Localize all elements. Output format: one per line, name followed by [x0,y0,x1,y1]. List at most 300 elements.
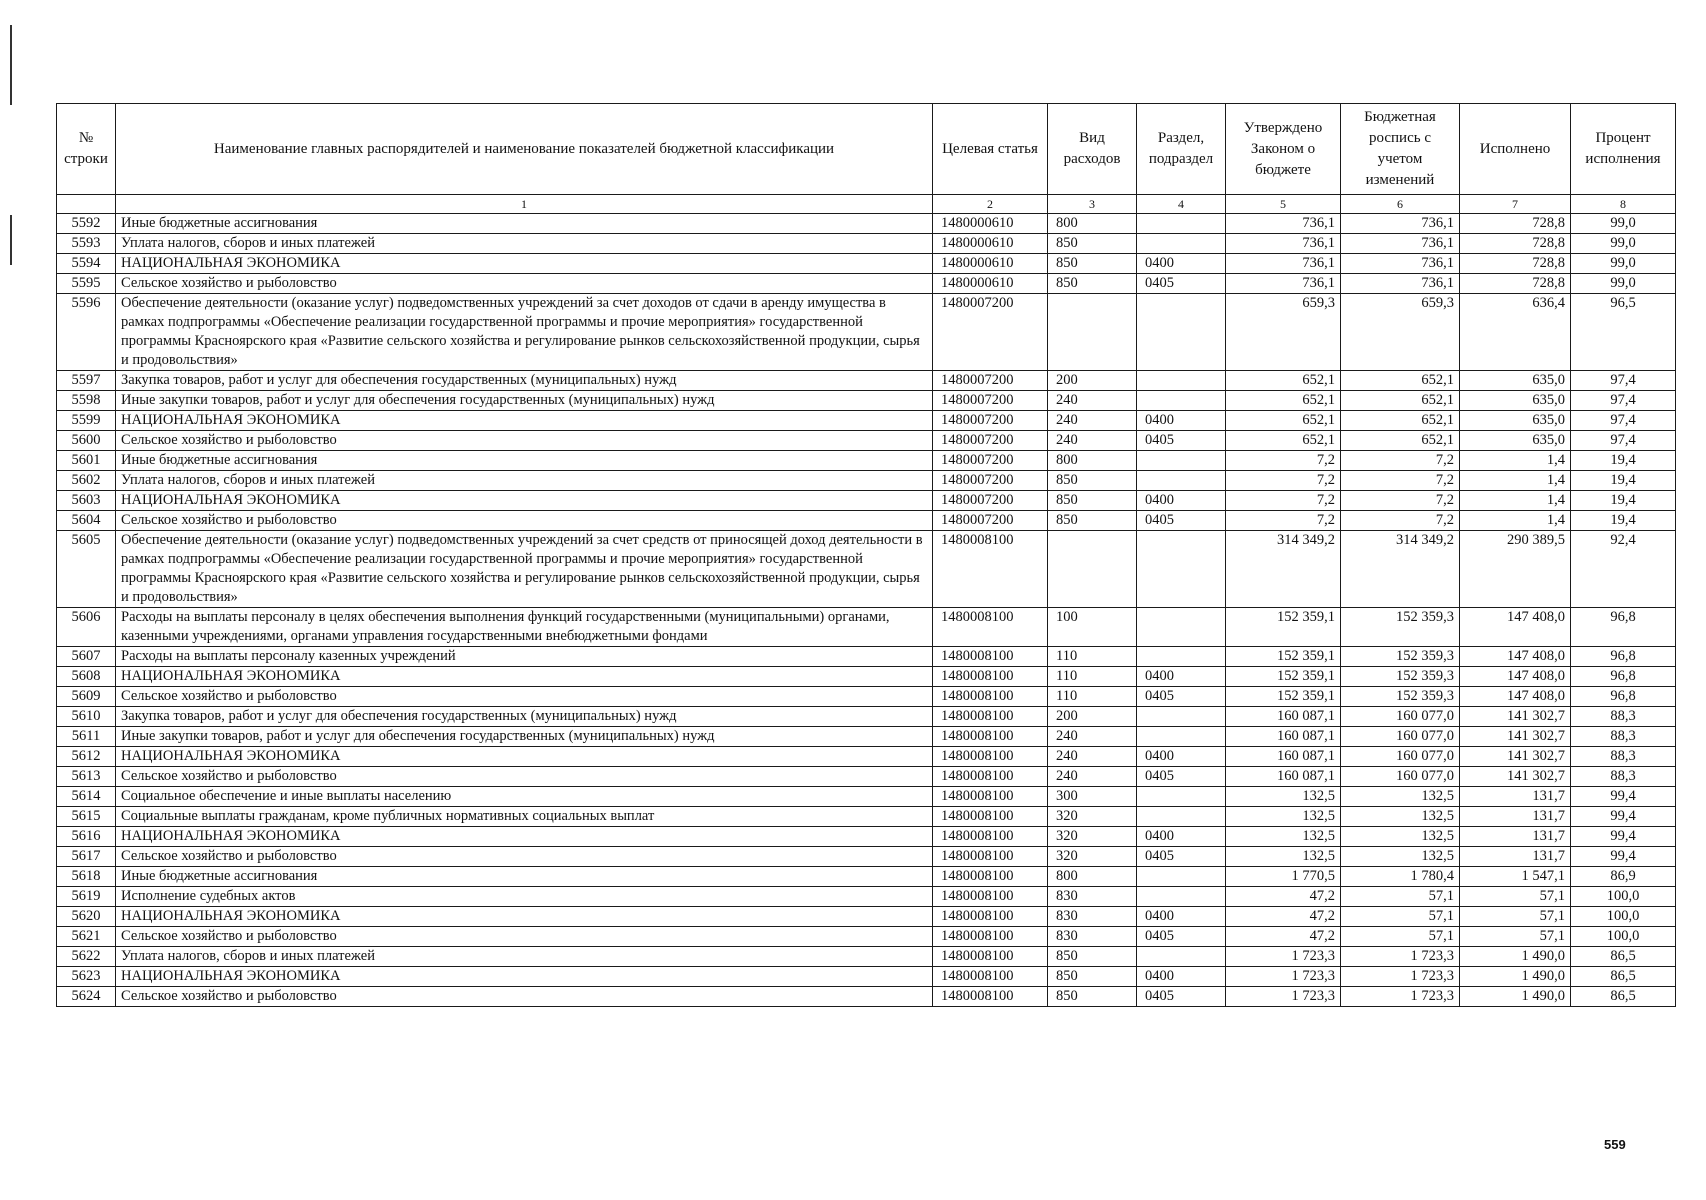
executed-cell: 728,8 [1460,214,1571,234]
percent-cell: 19,4 [1571,511,1676,531]
row-number-cell: 5620 [57,907,116,927]
budget-schedule-cell: 132,5 [1341,787,1460,807]
column-number: 6 [1341,195,1460,214]
section-cell: 0400 [1137,967,1226,987]
budget-schedule-cell: 736,1 [1341,274,1460,294]
row-number-cell: 5610 [57,707,116,727]
table-row [57,947,1676,967]
row-name-cell: Сельское хозяйство и рыболовство [116,511,933,531]
budget-schedule-cell: 152 359,3 [1341,647,1460,667]
expense-type-cell: 100 [1048,608,1137,647]
expense-type-cell [1048,294,1137,371]
percent-cell: 100,0 [1571,887,1676,907]
approved-cell: 736,1 [1226,234,1341,254]
row-name-cell: Сельское хозяйство и рыболовство [116,847,933,867]
table-row [57,391,1676,411]
target-article-cell: 1480008100 [933,987,1048,1007]
section-cell [1137,707,1226,727]
row-number-cell: 5596 [57,294,116,371]
executed-cell: 131,7 [1460,847,1571,867]
expense-type-cell: 320 [1048,807,1137,827]
expense-type-cell [1048,531,1137,608]
budget-schedule-cell: 1 780,4 [1341,867,1460,887]
row-name-cell: Сельское хозяйство и рыболовство [116,927,933,947]
row-name-cell: Уплата налогов, сборов и иных платежей [116,471,933,491]
section-cell [1137,451,1226,471]
budget-schedule-cell: 132,5 [1341,807,1460,827]
approved-cell: 132,5 [1226,787,1341,807]
executed-cell: 141 302,7 [1460,707,1571,727]
target-article-cell: 1480008100 [933,927,1048,947]
row-name-cell: НАЦИОНАЛЬНАЯ ЭКОНОМИКА [116,967,933,987]
row-name-cell: НАЦИОНАЛЬНАЯ ЭКОНОМИКА [116,667,933,687]
expense-type-cell: 850 [1048,234,1137,254]
target-article-cell: 1480008100 [933,867,1048,887]
table-row [57,847,1676,867]
budget-schedule-cell: 736,1 [1341,234,1460,254]
row-number-cell: 5622 [57,947,116,967]
executed-cell: 147 408,0 [1460,687,1571,707]
row-number-cell: 5621 [57,927,116,947]
table-row [57,727,1676,747]
executed-cell: 636,4 [1460,294,1571,371]
column-number: 1 [116,195,933,214]
executed-cell: 1 490,0 [1460,987,1571,1007]
expense-type-cell: 320 [1048,827,1137,847]
header-budget-schedule: Бюджетная роспись с учетом изменений [1341,104,1460,195]
row-number-cell: 5624 [57,987,116,1007]
executed-cell: 141 302,7 [1460,767,1571,787]
expense-type-cell: 850 [1048,947,1137,967]
table-row [57,511,1676,531]
target-article-cell: 1480007200 [933,391,1048,411]
target-article-cell: 1480007200 [933,431,1048,451]
table-row [57,471,1676,491]
executed-cell: 1,4 [1460,491,1571,511]
table-row [57,274,1676,294]
section-cell [1137,867,1226,887]
row-number-cell: 5597 [57,371,116,391]
row-number-cell: 5608 [57,667,116,687]
section-cell: 0400 [1137,254,1226,274]
budget-schedule-cell: 1 723,3 [1341,947,1460,967]
table-row [57,214,1676,234]
row-number-cell: 5612 [57,747,116,767]
budget-schedule-cell: 652,1 [1341,431,1460,451]
scan-margin-mark [10,215,12,265]
table-row [57,451,1676,471]
budget-schedule-cell: 736,1 [1341,214,1460,234]
scan-margin-mark [10,25,12,105]
approved-cell: 1 723,3 [1226,987,1341,1007]
row-name-cell: Сельское хозяйство и рыболовство [116,987,933,1007]
expense-type-cell: 830 [1048,887,1137,907]
header-executed: Исполнено [1460,104,1571,195]
executed-cell: 1,4 [1460,471,1571,491]
target-article-cell: 1480008100 [933,807,1048,827]
row-number-cell: 5601 [57,451,116,471]
section-cell [1137,608,1226,647]
budget-schedule-cell: 7,2 [1341,491,1460,511]
row-number-cell: 5618 [57,867,116,887]
budget-schedule-cell: 160 077,0 [1341,767,1460,787]
header-target-article: Целевая статья [933,104,1048,195]
budget-schedule-cell: 736,1 [1341,254,1460,274]
expense-type-cell: 850 [1048,967,1137,987]
executed-cell: 1 490,0 [1460,947,1571,967]
executed-cell: 1 547,1 [1460,867,1571,887]
row-name-cell: Расходы на выплаты персоналу в целях обеспечения выполнения функций государственными (муниципальными) органами, казенными учреждениями, органами управления государственными внебюджетными фондами [116,608,933,647]
column-number: 7 [1460,195,1571,214]
executed-cell: 147 408,0 [1460,608,1571,647]
row-name-cell: НАЦИОНАЛЬНАЯ ЭКОНОМИКА [116,827,933,847]
approved-cell: 47,2 [1226,887,1341,907]
row-number-cell: 5619 [57,887,116,907]
row-number-cell: 5606 [57,608,116,647]
percent-cell: 19,4 [1571,471,1676,491]
executed-cell: 635,0 [1460,411,1571,431]
row-name-cell: НАЦИОНАЛЬНАЯ ЭКОНОМИКА [116,907,933,927]
executed-cell: 131,7 [1460,827,1571,847]
expense-type-cell: 800 [1048,867,1137,887]
percent-cell: 88,3 [1571,727,1676,747]
row-name-cell: Сельское хозяйство и рыболовство [116,431,933,451]
expense-type-cell: 850 [1048,274,1137,294]
section-cell: 0405 [1137,927,1226,947]
row-number-cell: 5614 [57,787,116,807]
approved-cell: 152 359,1 [1226,647,1341,667]
approved-cell: 652,1 [1226,431,1341,451]
budget-schedule-cell: 160 077,0 [1341,727,1460,747]
row-number-cell: 5592 [57,214,116,234]
expense-type-cell: 850 [1048,511,1137,531]
percent-cell: 99,0 [1571,234,1676,254]
executed-cell: 290 389,5 [1460,531,1571,608]
section-cell [1137,647,1226,667]
executed-cell: 728,8 [1460,234,1571,254]
row-name-cell: Расходы на выплаты персоналу казенных учреждений [116,647,933,667]
budget-schedule-cell: 652,1 [1341,411,1460,431]
approved-cell: 7,2 [1226,471,1341,491]
section-cell [1137,391,1226,411]
expense-type-cell: 240 [1048,747,1137,767]
percent-cell: 96,8 [1571,608,1676,647]
budget-schedule-cell: 659,3 [1341,294,1460,371]
approved-cell: 7,2 [1226,451,1341,471]
target-article-cell: 1480008100 [933,687,1048,707]
target-article-cell: 1480008100 [933,707,1048,727]
row-number-cell: 5595 [57,274,116,294]
row-name-cell: Обеспечение деятельности (оказание услуг) подведомственных учреждений за счет доходов от сдачи в аренду имущества в рамках подпрограммы «Обеспечение реализации государственной программы и прочие мероприятия» государственной программы Красноярского края «Развитие сельского хозяйства и регулирование рынков сельскохозяйственной продукции, сырья и продовольствия» [116,294,933,371]
executed-cell: 131,7 [1460,807,1571,827]
row-name-cell: Закупка товаров, работ и услуг для обеспечения государственных (муниципальных) нужд [116,371,933,391]
row-name-cell: Сельское хозяйство и рыболовство [116,274,933,294]
table-row [57,927,1676,947]
row-number-cell: 5599 [57,411,116,431]
approved-cell: 314 349,2 [1226,531,1341,608]
row-number-cell: 5594 [57,254,116,274]
expense-type-cell: 320 [1048,847,1137,867]
header-row-number: № строки [57,104,116,195]
percent-cell: 99,4 [1571,787,1676,807]
section-cell [1137,471,1226,491]
approved-cell: 152 359,1 [1226,687,1341,707]
section-cell [1137,787,1226,807]
table-row [57,294,1676,371]
budget-schedule-cell: 1 723,3 [1341,967,1460,987]
target-article-cell: 1480007200 [933,371,1048,391]
executed-cell: 131,7 [1460,787,1571,807]
budget-schedule-cell: 652,1 [1341,391,1460,411]
expense-type-cell: 830 [1048,927,1137,947]
executed-cell: 728,8 [1460,254,1571,274]
column-number-row [57,195,1676,214]
row-name-cell: НАЦИОНАЛЬНАЯ ЭКОНОМИКА [116,411,933,431]
section-cell: 0405 [1137,274,1226,294]
header-percent: Процент исполнения [1571,104,1676,195]
table-row [57,907,1676,927]
row-number-cell: 5611 [57,727,116,747]
header-expense-type: Вид расходов [1048,104,1137,195]
table-row [57,887,1676,907]
percent-cell: 100,0 [1571,927,1676,947]
row-name-cell: Закупка товаров, работ и услуг для обеспечения государственных (муниципальных) нужд [116,707,933,727]
expense-type-cell: 850 [1048,987,1137,1007]
executed-cell: 147 408,0 [1460,667,1571,687]
budget-schedule-cell: 1 723,3 [1341,987,1460,1007]
row-number-cell: 5600 [57,431,116,451]
target-article-cell: 1480007200 [933,511,1048,531]
percent-cell: 97,4 [1571,371,1676,391]
section-cell [1137,947,1226,967]
executed-cell: 57,1 [1460,907,1571,927]
expense-type-cell: 240 [1048,391,1137,411]
section-cell: 0405 [1137,847,1226,867]
table-row [57,987,1676,1007]
target-article-cell: 1480008100 [933,787,1048,807]
table-row [57,411,1676,431]
row-number-cell: 5617 [57,847,116,867]
approved-cell: 160 087,1 [1226,747,1341,767]
table-row [57,807,1676,827]
budget-schedule-cell: 57,1 [1341,927,1460,947]
target-article-cell: 1480008100 [933,647,1048,667]
budget-schedule-cell: 152 359,3 [1341,687,1460,707]
row-name-cell: Исполнение судебных актов [116,887,933,907]
target-article-cell: 1480008100 [933,608,1048,647]
approved-cell: 7,2 [1226,511,1341,531]
approved-cell: 736,1 [1226,214,1341,234]
approved-cell: 652,1 [1226,371,1341,391]
section-cell [1137,531,1226,608]
expense-type-cell: 110 [1048,667,1137,687]
section-cell [1137,234,1226,254]
percent-cell: 92,4 [1571,531,1676,608]
target-article-cell: 1480008100 [933,947,1048,967]
row-number-cell: 5605 [57,531,116,608]
row-name-cell: Иные закупки товаров, работ и услуг для обеспечения государственных (муниципальных) нужд [116,727,933,747]
budget-schedule-cell: 7,2 [1341,511,1460,531]
row-name-cell: Сельское хозяйство и рыболовство [116,767,933,787]
percent-cell: 97,4 [1571,411,1676,431]
row-number-cell: 5616 [57,827,116,847]
row-name-cell: Сельское хозяйство и рыболовство [116,687,933,707]
expense-type-cell: 800 [1048,451,1137,471]
expense-type-cell: 240 [1048,411,1137,431]
target-article-cell: 1480008100 [933,847,1048,867]
section-cell: 0405 [1137,511,1226,531]
approved-cell: 132,5 [1226,827,1341,847]
table-row [57,608,1676,647]
expense-type-cell: 850 [1048,491,1137,511]
expense-type-cell: 300 [1048,787,1137,807]
row-name-cell: Иные бюджетные ассигнования [116,451,933,471]
approved-cell: 132,5 [1226,847,1341,867]
table-row [57,687,1676,707]
percent-cell: 99,0 [1571,214,1676,234]
percent-cell: 88,3 [1571,767,1676,787]
section-cell [1137,727,1226,747]
budget-schedule-cell: 132,5 [1341,827,1460,847]
percent-cell: 86,9 [1571,867,1676,887]
header-row [57,104,1676,195]
page-number: 559 [1604,1137,1626,1152]
target-article-cell: 1480000610 [933,254,1048,274]
budget-execution-table [56,103,1676,1007]
executed-cell: 1 490,0 [1460,967,1571,987]
section-cell: 0405 [1137,431,1226,451]
table-row [57,967,1676,987]
executed-cell: 141 302,7 [1460,747,1571,767]
percent-cell: 86,5 [1571,987,1676,1007]
percent-cell: 97,4 [1571,391,1676,411]
budget-schedule-cell: 132,5 [1341,847,1460,867]
row-name-cell: Уплата налогов, сборов и иных платежей [116,234,933,254]
percent-cell: 97,4 [1571,431,1676,451]
row-number-cell: 5607 [57,647,116,667]
expense-type-cell: 850 [1048,254,1137,274]
target-article-cell: 1480007200 [933,411,1048,431]
approved-cell: 652,1 [1226,411,1341,431]
table-row [57,667,1676,687]
executed-cell: 635,0 [1460,391,1571,411]
section-cell: 0400 [1137,667,1226,687]
approved-cell: 152 359,1 [1226,608,1341,647]
section-cell: 0400 [1137,491,1226,511]
percent-cell: 96,8 [1571,687,1676,707]
column-number: 5 [1226,195,1341,214]
percent-cell: 96,5 [1571,294,1676,371]
budget-schedule-cell: 652,1 [1341,371,1460,391]
budget-schedule-cell: 7,2 [1341,471,1460,491]
row-name-cell: Иные бюджетные ассигнования [116,867,933,887]
table-row [57,707,1676,727]
expense-type-cell: 200 [1048,371,1137,391]
executed-cell: 635,0 [1460,371,1571,391]
target-article-cell: 1480008100 [933,747,1048,767]
approved-cell: 1 723,3 [1226,967,1341,987]
percent-cell: 88,3 [1571,747,1676,767]
percent-cell: 100,0 [1571,907,1676,927]
executed-cell: 1,4 [1460,511,1571,531]
expense-type-cell: 200 [1048,707,1137,727]
row-name-cell: Социальное обеспечение и иные выплаты населению [116,787,933,807]
section-cell [1137,807,1226,827]
approved-cell: 160 087,1 [1226,707,1341,727]
executed-cell: 57,1 [1460,887,1571,907]
section-cell: 0400 [1137,907,1226,927]
table-row [57,747,1676,767]
target-article-cell: 1480008100 [933,967,1048,987]
approved-cell: 160 087,1 [1226,727,1341,747]
row-number-cell: 5615 [57,807,116,827]
row-number-cell: 5613 [57,767,116,787]
table-row [57,647,1676,667]
section-cell: 0405 [1137,987,1226,1007]
expense-type-cell: 800 [1048,214,1137,234]
target-article-cell: 1480008100 [933,827,1048,847]
target-article-cell: 1480007200 [933,471,1048,491]
target-article-cell: 1480008100 [933,907,1048,927]
percent-cell: 86,5 [1571,947,1676,967]
target-article-cell: 1480007200 [933,294,1048,371]
table-row [57,827,1676,847]
row-name-cell: НАЦИОНАЛЬНАЯ ЭКОНОМИКА [116,254,933,274]
percent-cell: 96,8 [1571,647,1676,667]
target-article-cell: 1480000610 [933,234,1048,254]
expense-type-cell: 110 [1048,687,1137,707]
percent-cell: 19,4 [1571,451,1676,471]
executed-cell: 147 408,0 [1460,647,1571,667]
column-number: 3 [1048,195,1137,214]
target-article-cell: 1480008100 [933,531,1048,608]
header-approved: Утверждено Законом о бюджете [1226,104,1341,195]
executed-cell: 728,8 [1460,274,1571,294]
row-name-cell: Социальные выплаты гражданам, кроме публичных нормативных социальных выплат [116,807,933,827]
row-number-cell: 5598 [57,391,116,411]
executed-cell: 635,0 [1460,431,1571,451]
expense-type-cell: 240 [1048,727,1137,747]
expense-type-cell: 240 [1048,767,1137,787]
percent-cell: 99,0 [1571,274,1676,294]
table-row [57,867,1676,887]
approved-cell: 160 087,1 [1226,767,1341,787]
table-row [57,431,1676,451]
table-row [57,767,1676,787]
budget-schedule-cell: 7,2 [1341,451,1460,471]
section-cell [1137,887,1226,907]
section-cell [1137,371,1226,391]
expense-type-cell: 850 [1048,471,1137,491]
budget-schedule-cell: 160 077,0 [1341,707,1460,727]
row-number-cell: 5623 [57,967,116,987]
header-name: Наименование главных распорядителей и наименование показателей бюджетной классификации [116,104,933,195]
budget-schedule-cell: 152 359,3 [1341,608,1460,647]
section-cell: 0400 [1137,411,1226,431]
percent-cell: 99,4 [1571,827,1676,847]
expense-type-cell: 110 [1048,647,1137,667]
approved-cell: 736,1 [1226,274,1341,294]
column-number: 8 [1571,195,1676,214]
row-number-cell: 5603 [57,491,116,511]
row-name-cell: Обеспечение деятельности (оказание услуг) подведомственных учреждений за счет средств от приносящей доход деятельности в рамках подпрограммы «Обеспечение реализации государственной программы и прочие мероприятия» государственной программы Красноярского края «Развитие сельского хозяйства и регулирование рынков сельскохозяйственной продукции, сырья и продовольствия» [116,531,933,608]
approved-cell: 659,3 [1226,294,1341,371]
row-number-cell: 5602 [57,471,116,491]
budget-schedule-cell: 57,1 [1341,907,1460,927]
target-article-cell: 1480008100 [933,887,1048,907]
approved-cell: 132,5 [1226,807,1341,827]
expense-type-cell: 830 [1048,907,1137,927]
